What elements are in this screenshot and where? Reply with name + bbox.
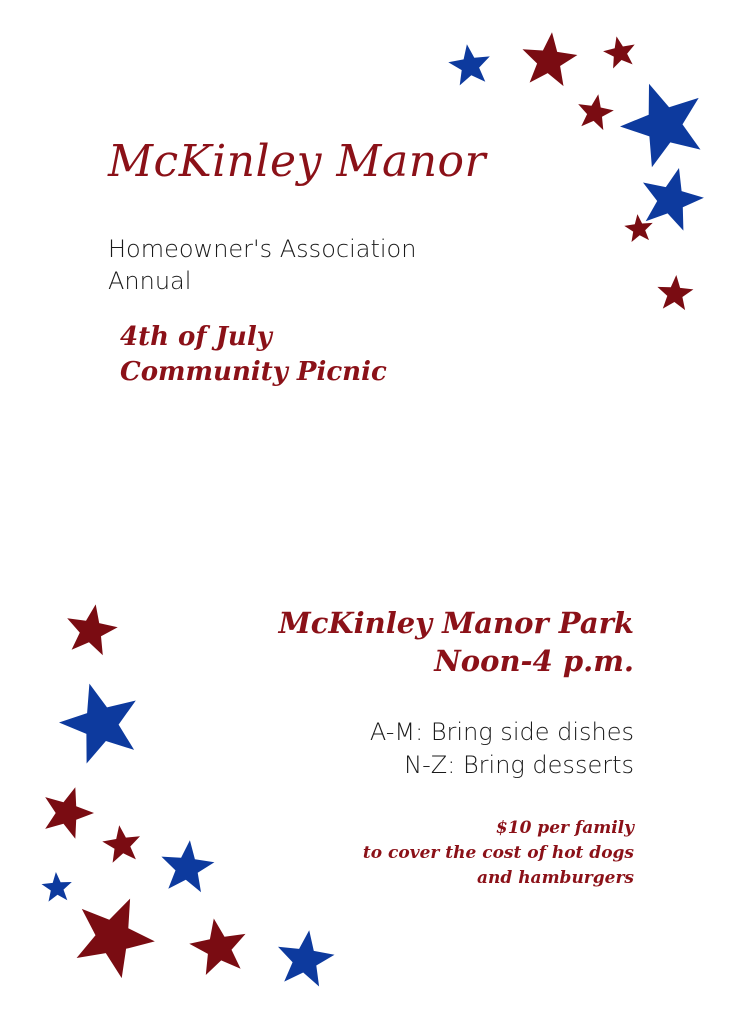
cost-line-3: and hamburgers <box>477 868 634 888</box>
star-icon <box>77 899 155 979</box>
venue-line: McKinley Manor Park <box>278 606 634 640</box>
star-icon <box>620 84 701 168</box>
cost-line-2: to cover the cost of hot dogs <box>362 843 634 863</box>
venue-and-time <box>260 604 634 680</box>
star-icon <box>102 825 140 863</box>
event-line-1: 4th of July <box>120 322 272 352</box>
time-line: Noon-4 p.m. <box>434 644 634 678</box>
subtitle-line-2: Annual <box>108 267 192 295</box>
cost-note <box>334 816 634 891</box>
subtitle-line-1: Homeowner's Association <box>108 235 417 263</box>
event-line-2: Community Picnic <box>120 357 387 387</box>
star-icon <box>189 919 245 976</box>
star-icon <box>448 44 490 85</box>
star-icon <box>161 840 214 892</box>
star-icon <box>45 787 94 838</box>
flyer-title: McKinley Manor <box>108 136 487 187</box>
star-icon <box>603 36 635 68</box>
star-icon <box>643 168 704 231</box>
star-icon <box>278 930 335 986</box>
star-icon <box>67 604 118 655</box>
star-icon <box>42 872 72 902</box>
star-icon <box>523 32 578 86</box>
association-subtitle <box>108 233 468 297</box>
star-icon <box>657 275 693 310</box>
star-icon <box>59 684 136 764</box>
event-name <box>120 320 440 390</box>
bring-line-desserts: N-Z: Bring desserts <box>404 751 634 779</box>
bring-instructions <box>300 716 634 782</box>
bring-line-side-dishes: A-M: Bring side dishes <box>369 718 634 746</box>
star-icon <box>578 94 614 130</box>
cost-line-1: $10 per family <box>495 818 634 838</box>
